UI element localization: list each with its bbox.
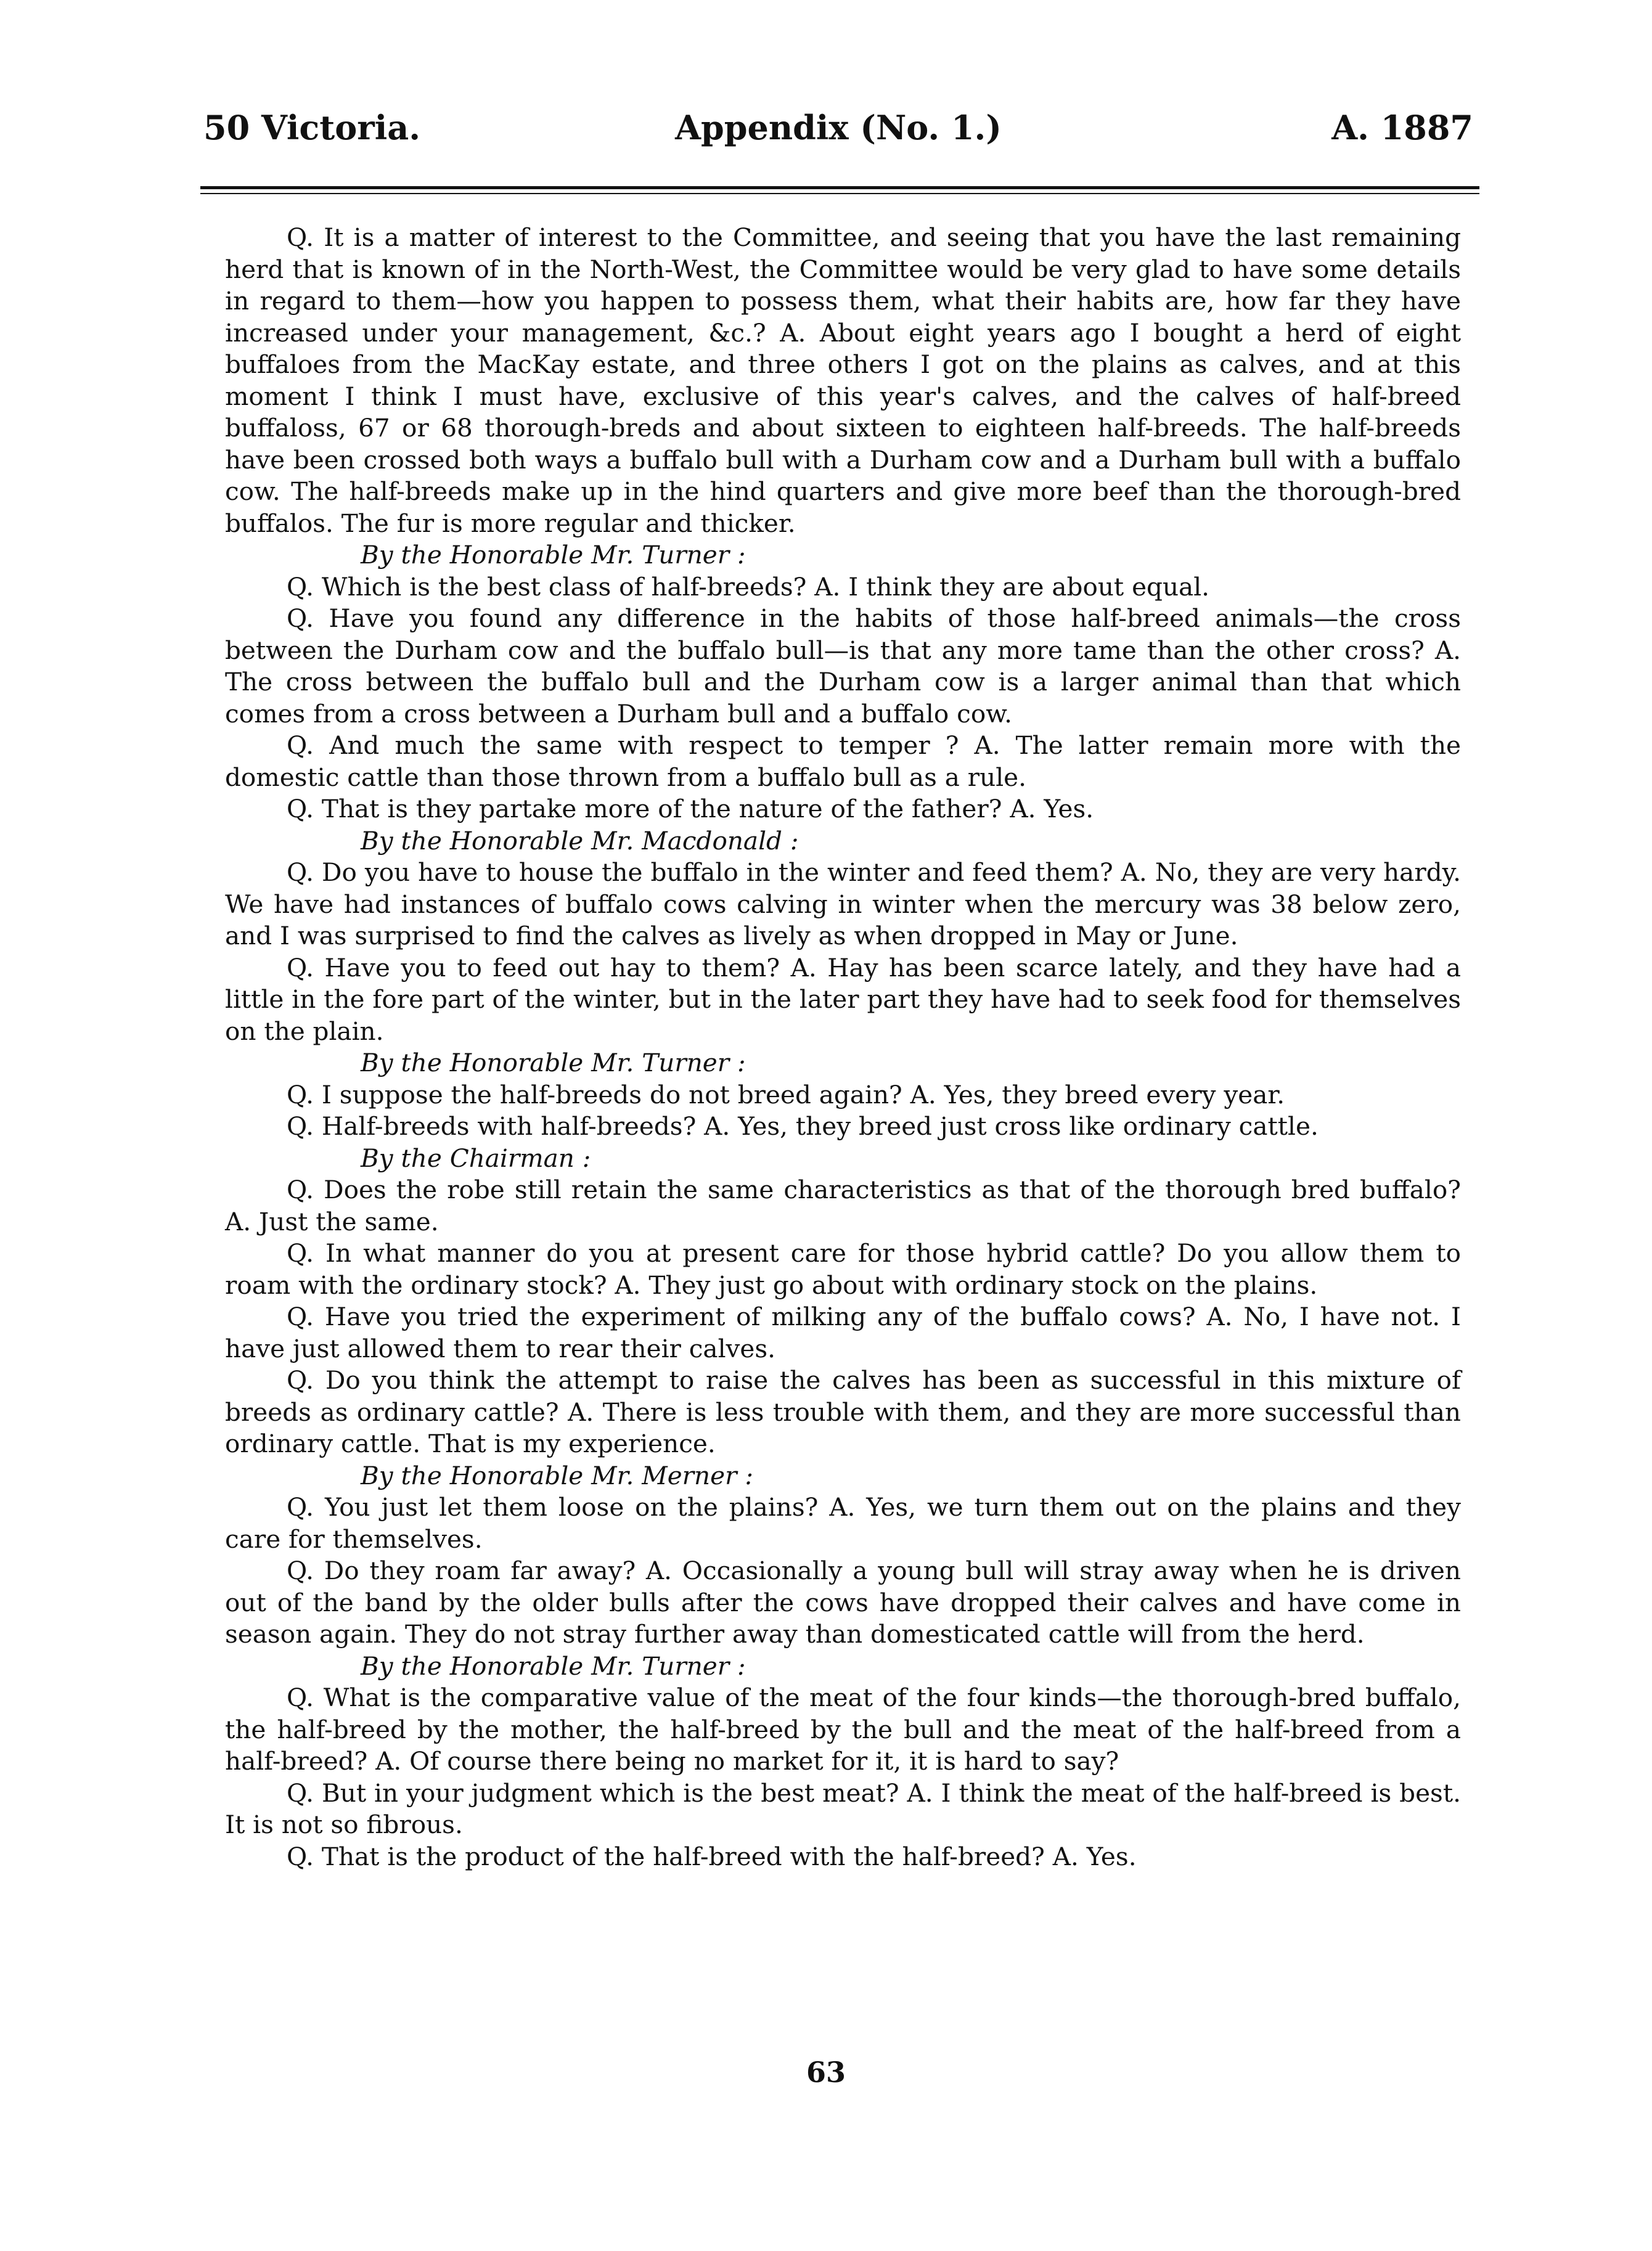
qa-paragraph: Q. What is the comparative value of the meat of the four kinds—the thorough-bred buffalo, the half-breed by the mother, the half-breed by the bull and the meat of the half-breed from a half-breed? A. Of course there being no market for it, it is hard to say? xyxy=(225,1683,1461,1776)
qa-paragraph: Q. Have you found any difference in the habits of those half-breed animals—the cross between the Durham cow and the buffalo bull—is that any more tame than the other cross? A. The cross between the buffalo bull and the Durham cow is a larger animal than that which comes from a cross between a Durham bull and a buffalo cow. xyxy=(225,603,1461,729)
qa-paragraph: Q. Half-breeds with half-breeds? A. Yes, they breed just cross like ordinary cattle. xyxy=(287,1111,1319,1141)
qa-paragraph: Q. Do you think the attempt to raise the calves has been as successful in this mixture of breeds as ordinary cattle? A. There is less trouble with them, and they are more successful than ordinary cattle. That is my experience. xyxy=(225,1365,1461,1458)
running-header xyxy=(203,108,1473,163)
examiner-byline: By the Honorable Mr. Turner : xyxy=(361,1651,746,1681)
header-right: A. 1887 xyxy=(1331,108,1473,147)
qa-paragraph: Q. But in your judgment which is the best meat? A. I think the meat of the half-breed is best. It is not so fibrous. xyxy=(225,1778,1461,1839)
header-center: Appendix (No. 1.) xyxy=(675,108,1002,147)
examiner-byline: By the Honorable Mr. Macdonald : xyxy=(361,825,799,856)
qa-paragraph: Q. Have you to feed out hay to them? A. Hay has been scarce lately, and they have had a little in the fore part of the winter, but in the later part they have had to seek food for themselves on the plain. xyxy=(225,952,1461,1046)
qa-paragraph: Q. Have you tried the experiment of milking any of the buffalo cows? A. No, I have not. I have just allowed them to rear their calves. xyxy=(225,1302,1461,1363)
testimony-body xyxy=(225,222,1461,1873)
qa-paragraph: Q. I suppose the half-breeds do not breed again? A. Yes, they breed every year. xyxy=(287,1079,1285,1109)
header-left: 50 Victoria. xyxy=(203,108,421,147)
qa-paragraph: Q. And much the same with respect to temper ? A. The latter remain more with the domestic cattle than those thrown from a buffalo bull as a rule. xyxy=(225,730,1461,792)
qa-paragraph: Q. Which is the best class of half-breeds? A. I think they are about equal. xyxy=(287,571,1210,602)
qa-paragraph: Q. That is they partake more of the nature of the father? A. Yes. xyxy=(287,794,1094,823)
qa-paragraph: Q. In what manner do you at present care for those hybrid cattle? Do you allow them to roam with the ordinary stock? A. They just go about with ordinary stock on the plains. xyxy=(225,1238,1461,1300)
qa-paragraph: Q. Do they roam far away? A. Occasionally a young bull will stray away when he is driven out of the band by the older bulls after the cows have dropped their calves and have come in season again. They do not stray further away than domesticated cattle will from the herd. xyxy=(225,1556,1461,1649)
qa-paragraph: Q. That is the product of the half-breed with the half-breed? A. Yes. xyxy=(287,1841,1137,1871)
qa-paragraph: Q. It is a matter of interest to the Committee, and seeing that you have the last remaining herd that is known of in the North-West, the Committee would be very glad to have some details in regard to them—how you happen to possess them, what their habits are, how far they have increased under your management, &c.? A. About eight years ago I bought a herd of eight buffaloes from the MacKay estate, and three others I got on the plains as calves, and at this moment I think I must have, exclusive of this year's calves, and the calves of half-breed buffaloss, 67 or 68 thorough-breds and about sixteen to eighteen half-breeds. The half-breeds have been crossed both ways a buffalo bull with a Durham cow and a Durham bull with a buffalo cow. The half-breeds make up in the hind quarters and give more beef than the thorough-bred buffalos. The fur is more regular and thicker. xyxy=(225,223,1461,538)
examiner-byline: By the Honorable Mr. Merner : xyxy=(361,1460,753,1490)
page-number: 63 xyxy=(806,2056,846,2089)
header-rule-thick xyxy=(200,186,1479,189)
examiner-byline: By the Chairman : xyxy=(361,1143,591,1173)
header-rule-thin xyxy=(200,193,1479,194)
qa-paragraph: Q. You just let them loose on the plains? A. Yes, we turn them out on the plains and they care for themselves. xyxy=(225,1492,1461,1554)
qa-paragraph: Q. Does the robe still retain the same characteristics as that of the thorough bred buffalo? A. Just the same. xyxy=(225,1175,1461,1236)
qa-paragraph: Q. Do you have to house the buffalo in the winter and feed them? A. No, they are very hardy. We have had instances of buffalo cows calving in winter when the mercury was 38 below zero, and I was surprised to find the calves as lively as when dropped in May or June. xyxy=(225,857,1461,950)
examiner-byline: By the Honorable Mr. Turner : xyxy=(361,1048,746,1077)
examiner-byline: By the Honorable Mr. Turner : xyxy=(361,540,746,570)
